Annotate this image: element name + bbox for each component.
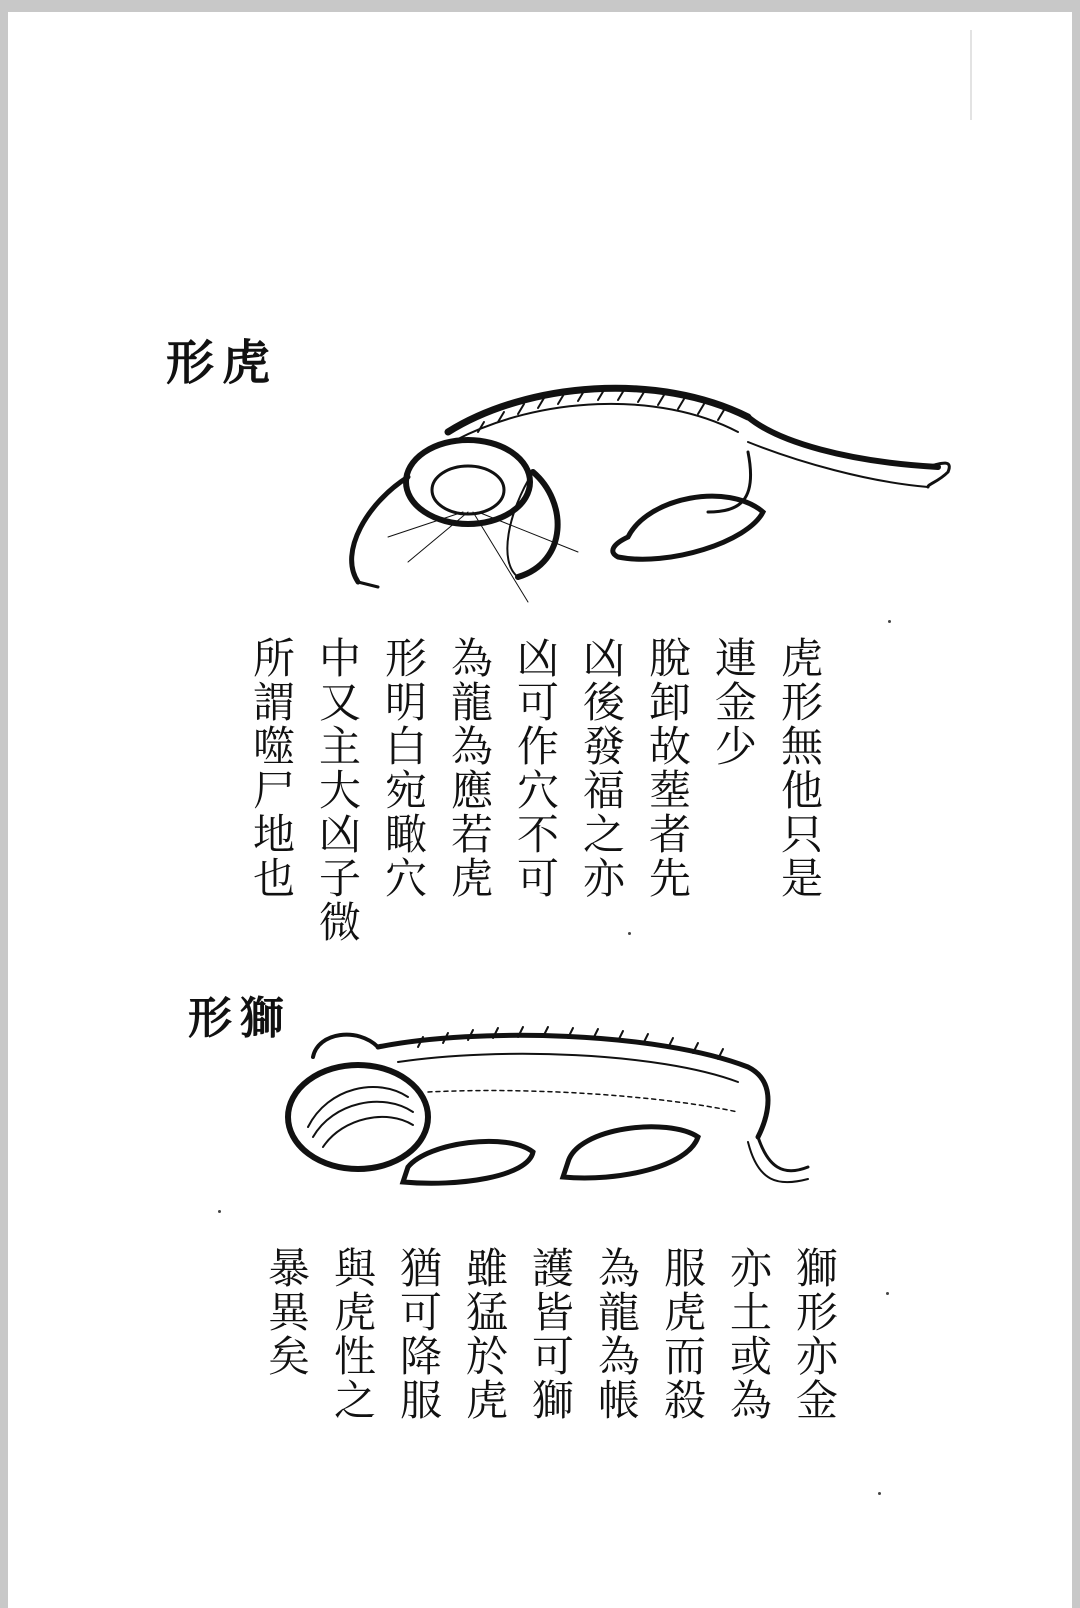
tiger-form-heading: 形虎 [166, 335, 279, 391]
text-column: 暴異矣 [262, 1246, 311, 1378]
text-column: 亦土或為 [724, 1246, 773, 1422]
text-column: 連金少 [709, 636, 758, 768]
tiger-form-illustration [328, 362, 968, 612]
page-edge-mark [970, 30, 972, 120]
scanned-page [8, 12, 1072, 1608]
lion-form-heading: 形獅 [188, 993, 292, 1044]
text-column: 雖猛於虎 [460, 1246, 509, 1422]
text-column: 脫卸故塟者先 [643, 636, 692, 900]
lion-form-illustration [278, 1017, 838, 1217]
ink-speck [888, 620, 891, 623]
text-column: 與虎性之 [328, 1246, 377, 1422]
ink-speck [218, 1210, 221, 1213]
ink-speck [886, 1292, 889, 1295]
text-column: 為龍為帳 [592, 1246, 641, 1422]
text-column: 為龍為應若虎 [445, 636, 494, 900]
text-column: 形明白宛瞰穴 [379, 636, 428, 900]
text-column: 凶可作穴不可 [511, 636, 560, 900]
text-column: 獅形亦金 [790, 1246, 839, 1422]
lion-form-text [253, 1246, 847, 1422]
text-column: 凶後發福之亦 [577, 636, 626, 900]
ink-speck [628, 932, 631, 935]
text-column: 猶可降服 [394, 1246, 443, 1422]
text-column: 虎形無他只是 [775, 636, 824, 900]
text-column: 所謂噬尸地也 [247, 636, 296, 900]
text-column: 護皆可獅 [526, 1246, 575, 1422]
text-column: 中又主大凶子微 [313, 636, 362, 944]
text-column: 服虎而殺 [658, 1246, 707, 1422]
tiger-form-text [238, 636, 832, 944]
ink-speck [878, 1492, 881, 1495]
